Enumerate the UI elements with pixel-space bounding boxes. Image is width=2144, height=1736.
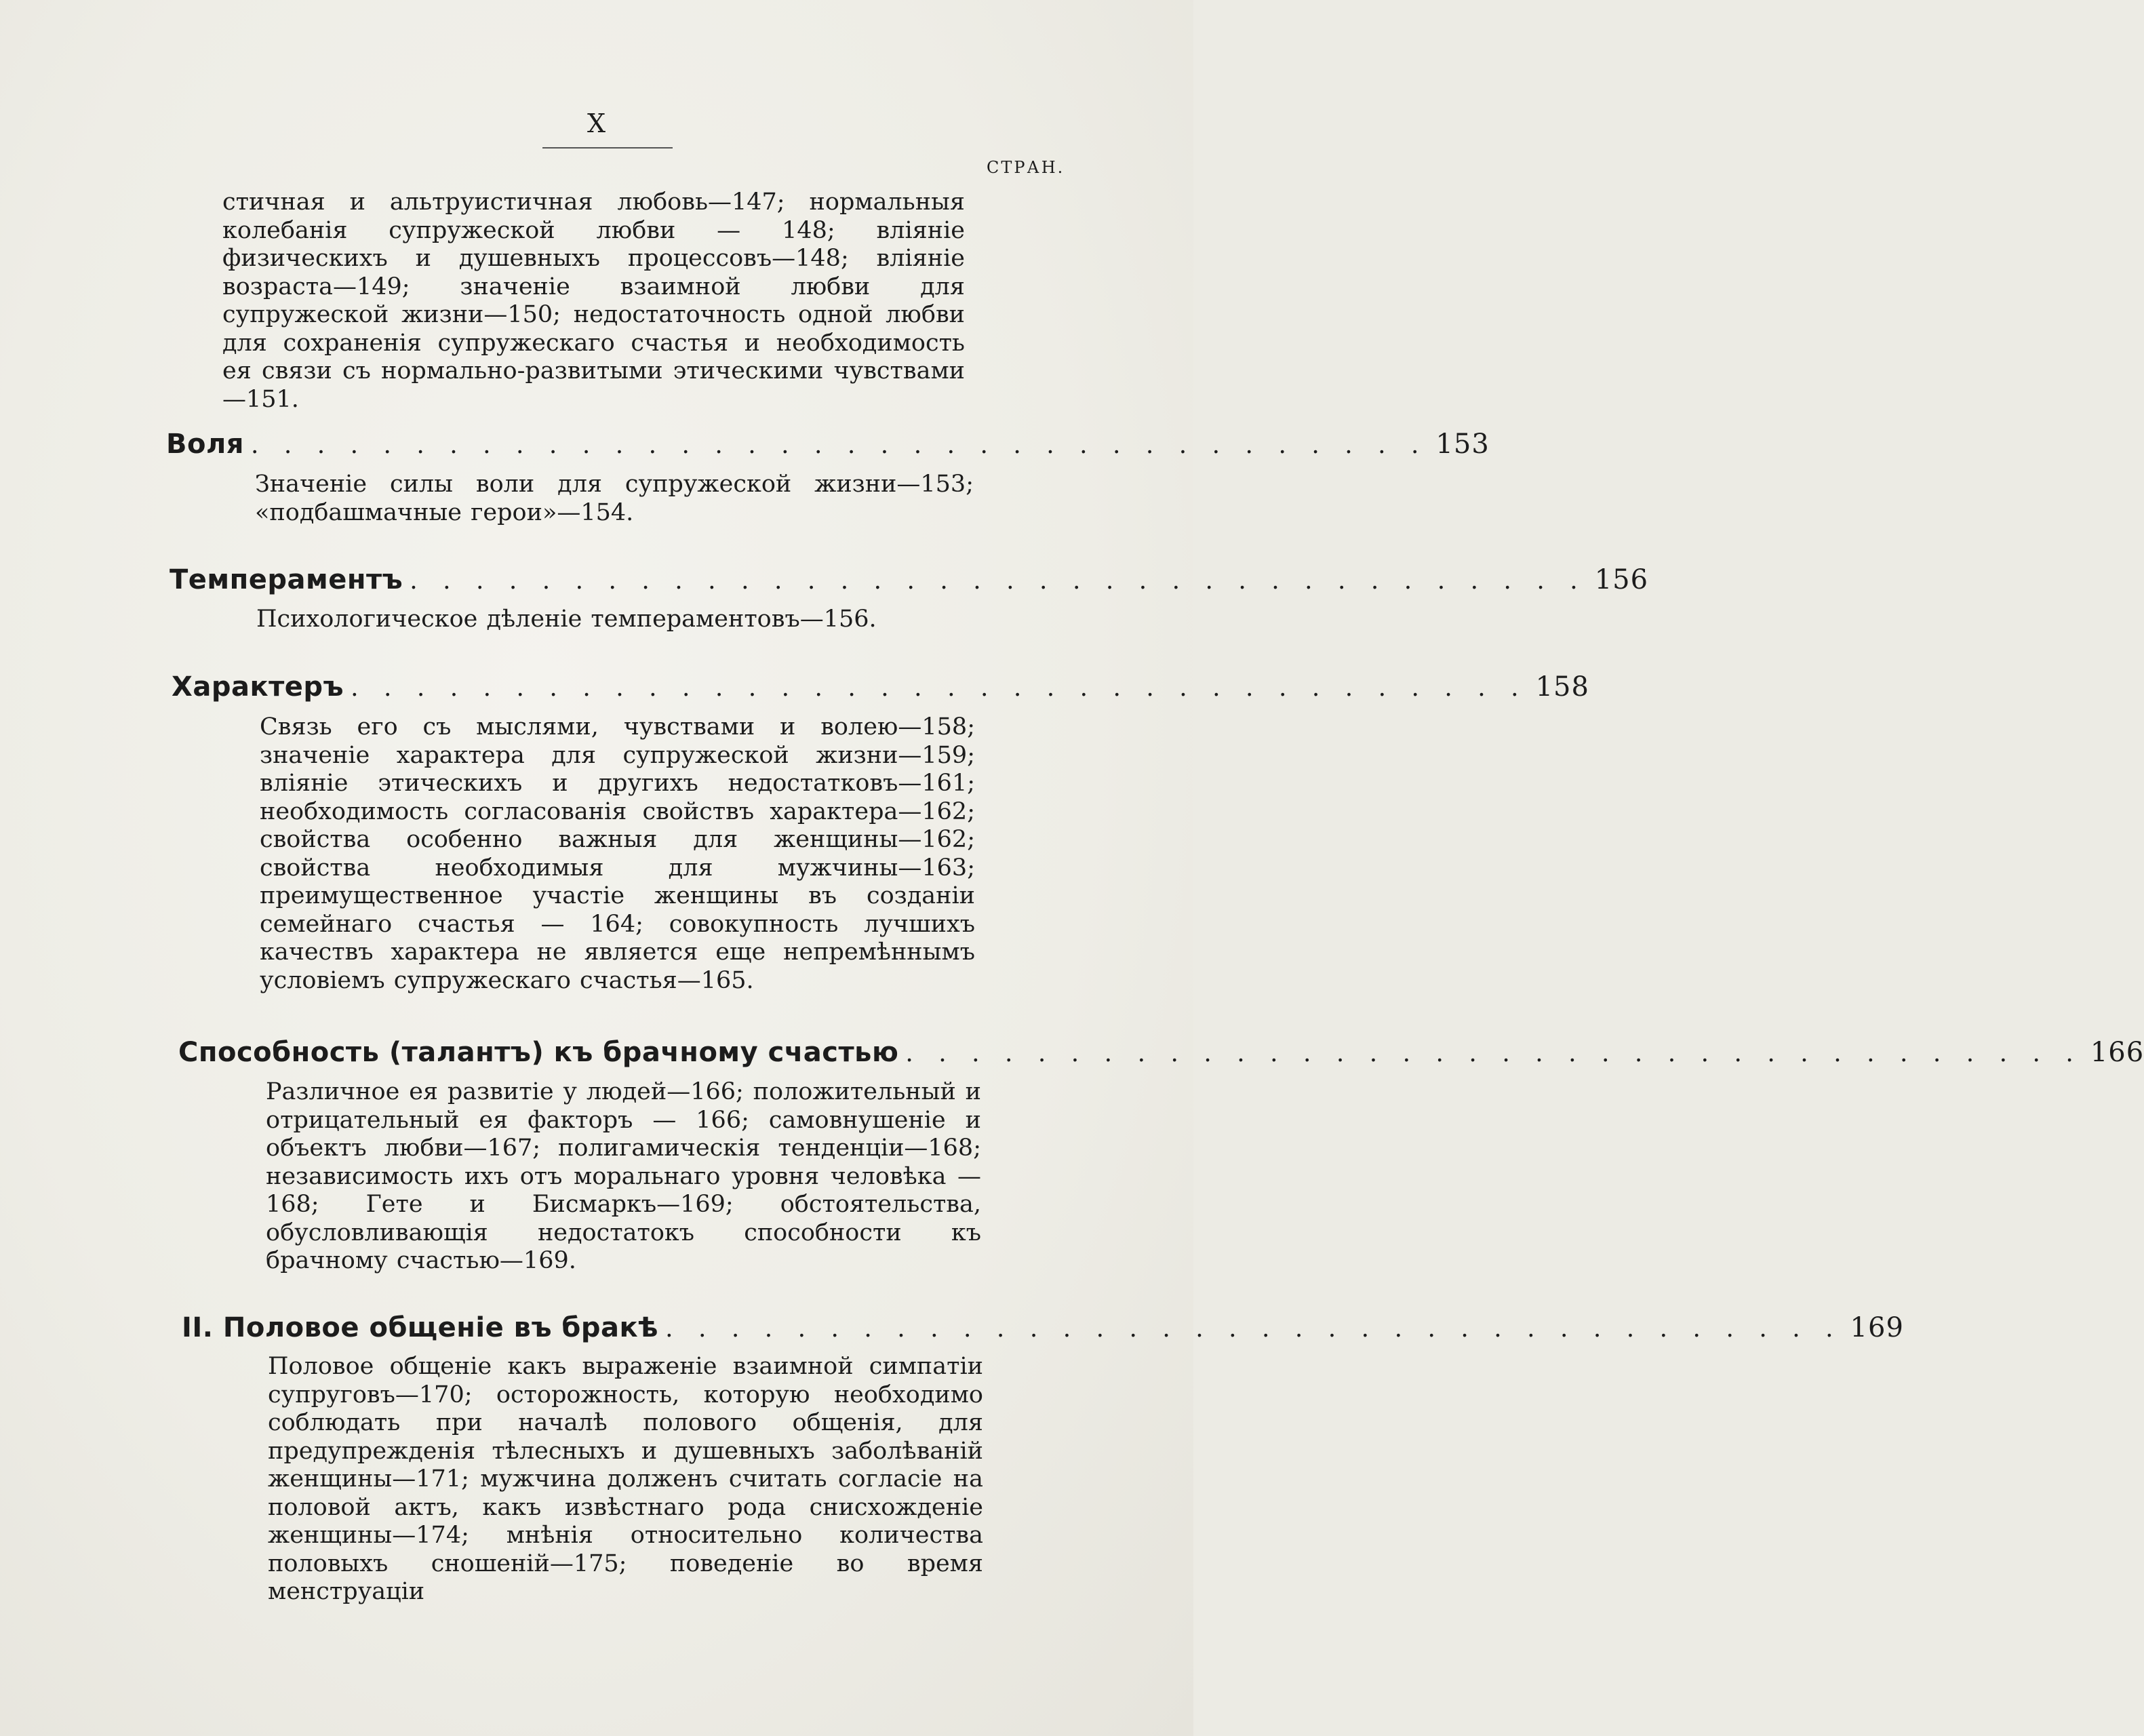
toc-entry-page: 158 <box>1535 671 1589 703</box>
toc-entry-title: Темпераментъ <box>170 564 403 595</box>
toc-entry-title: Способность (талантъ) къ брачному счастью <box>178 1037 899 1068</box>
leader-dots: . . . . . . . . . . . . . . . . . . . . . . . . . . . . . . . . . . . . <box>410 567 1587 595</box>
toc-entry-title: Характеръ <box>172 671 344 703</box>
toc-entry-page: 156 <box>1594 564 1649 595</box>
toc-entry-head <box>166 429 1490 460</box>
leader-dots: . . . . . . . . . . . . . . . . . . . . . . . . . . . . . . . . . . . . <box>250 431 1428 459</box>
leader-dots: . . . . . . . . . . . . . . . . . . . . . . . . . . . . . . . . . . . . <box>351 674 1528 702</box>
header-rule <box>542 147 673 149</box>
toc-entry-page: 169 <box>1850 1312 1904 1343</box>
toc-entry-head <box>172 671 1589 703</box>
intro-paragraph: стичная и альтруистичная любовь—147; нормальныя колебанія супружеской любви — 148; вліяніе физическихъ и душевныхъ процессовъ—148; вліяніе возраста—149; значеніе взаимной любви для супружеской жизни—150; недостаточность одной любви для сохраненія супружескаго счастья и необходимость ея связи съ нормально-развитыми этическими чувствами—151. <box>222 189 965 413</box>
toc-entry-head <box>182 1312 1904 1343</box>
toc-entry-page: 153 <box>1435 429 1490 460</box>
toc-entry-description: Половое общеніе какъ выраженіе взаимной симпатіи супруговъ—170; осторожность, которую необходимо соблюдать при началѣ полового общенія, для предупрежденія тѣлесныхъ и душевныхъ заболѣваній женщины—171; мужчина долженъ считать согласіе на половой актъ, какъ извѣстнаго рода снисхожденіе женщины—174; мнѣнія относительно количества половыхъ сношеній—175; поведеніе во время менструаціи <box>268 1353 983 1605</box>
toc-entry-page: 166 <box>2090 1037 2144 1068</box>
leader-dots: . . . . . . . . . . . . . . . . . . . . . . . . . . . . . . . . . . . . <box>905 1040 2082 1067</box>
toc-entry-description: Психологическое дѣленіе темпераментовъ—156. <box>256 606 877 633</box>
leader-dots: . . . . . . . . . . . . . . . . . . . . . . . . . . . . . . . . . . . . <box>665 1315 1842 1343</box>
toc-entry-head <box>170 564 1649 595</box>
page-column-label: СТРАН. <box>987 158 1065 177</box>
toc-entry-description: Различное ея развитіе у людей—166; положительный и отрицательный ея факторъ — 166; самовнушеніе и объектъ любви—167; полигамическія тенденціи—168; независимость ихъ отъ моральнаго уровня человѣка —168; Гете и Бисмаркъ—169; обстоятельства, обусловливающія недостатокъ способности къ брачному счастью—169. <box>266 1078 981 1274</box>
toc-entry-head <box>178 1037 2144 1068</box>
toc-entry-description: Связь его съ мыслями, чувствами и волею—158; значеніе характера для супружеской жизни—159; вліяніе этическихъ и другихъ недостатковъ—161; необходимость согласованія свойствъ характера—162; свойства особенно важныя для женщины—162; свойства необходимыя для мужчины—163; преимущественное участіе женщины въ созданіи семейнаго счастья — 164; совокупность лучшихъ качествъ характера не является еще непремѣннымъ условіемъ супружескаго счастья—165. <box>260 713 975 994</box>
toc-entry-title: II. Половое общеніе въ бракѣ <box>182 1312 659 1343</box>
toc-entry-description: Значеніе силы воли для супружеской жизни—153; «подбашмачные герои»—154. <box>255 471 974 526</box>
toc-entry-title: Воля <box>166 429 244 460</box>
page-number: X <box>587 108 607 138</box>
